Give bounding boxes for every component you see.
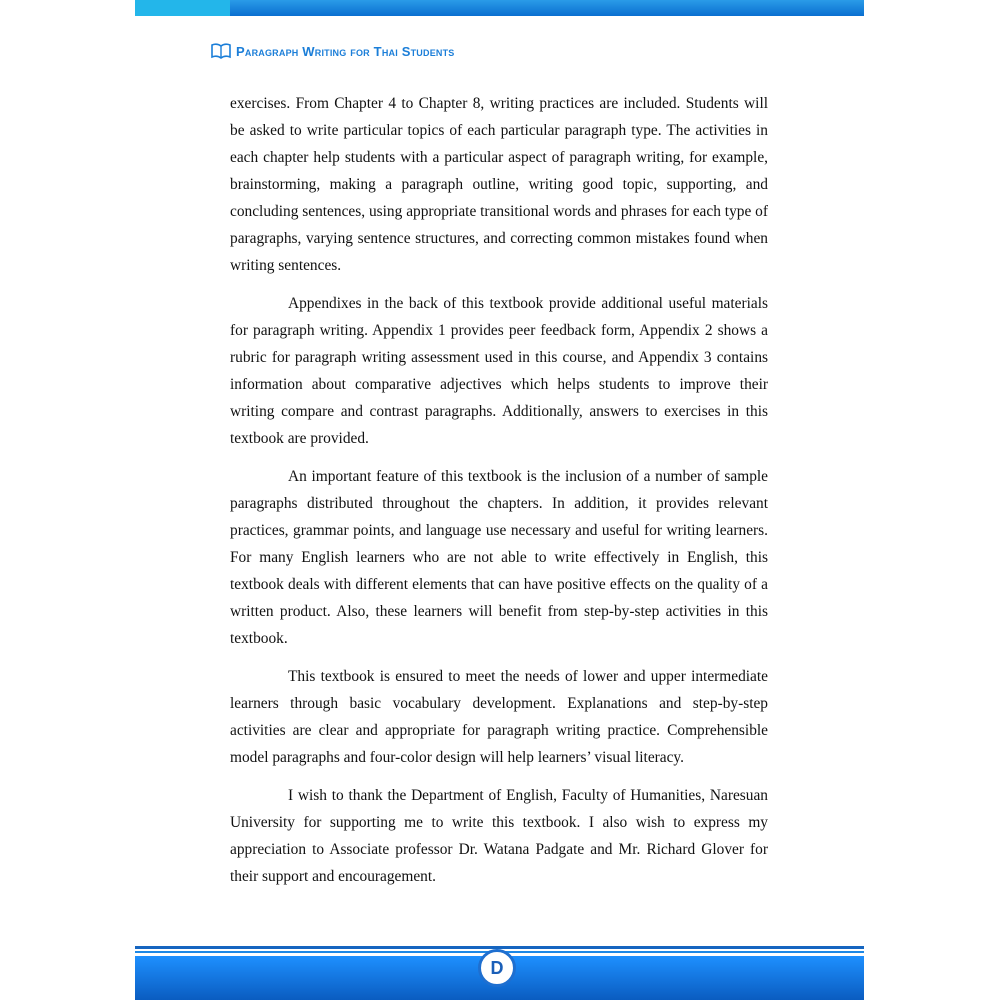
running-header-title: Paragraph Writing for Thai Students bbox=[236, 43, 455, 59]
top-color-bar bbox=[135, 0, 864, 16]
top-color-bar-accent bbox=[135, 0, 230, 16]
textbook-page bbox=[135, 0, 864, 1000]
page-number-badge: D bbox=[478, 949, 516, 987]
running-header bbox=[210, 36, 455, 66]
paragraph: An important feature of this textbook is the inclusion of a number of sample paragraphs distributed throughout the chapters. In addition, it provides relevant practices, grammar points, and language use necessary and useful for writing learners. For many English learners who are not able to write effectively in English, this textbook deals with different elements that can have positive effects on the quality of a written product. Also, these learners will benefit from step-by-step activities in this textbook. bbox=[230, 468, 768, 647]
paragraph: I wish to thank the Department of English, Faculty of Humanities, Naresuan University for supporting me to write this textbook. I also wish to express my appreciation to Associate professor Dr. Watana Padgate and Mr. Richard Glover for their support and encouragement. bbox=[230, 787, 768, 885]
body-text bbox=[230, 90, 768, 901]
paragraph: Appendixes in the back of this textbook provide additional useful materials for paragraph writing. Appendix 1 provides peer feedback form, Appendix 2 shows a rubric for paragraph writing assessment used in this course, and Appendix 3 contains information about comparative adjectives which helps students to improve their writing compare and contrast paragraphs. Additionally, answers to exercises in this textbook are provided. bbox=[230, 295, 768, 447]
open-book-icon bbox=[210, 40, 232, 62]
paragraph: This textbook is ensured to meet the needs of lower and upper intermediate learners through basic vocabulary development. Explanations and step-by-step activities are clear and appropriate for paragraph writing practice. Comprehensible model paragraphs and four-color design will help learners’ visual literacy. bbox=[230, 668, 768, 766]
paragraph: exercises. From Chapter 4 to Chapter 8, writing practices are included. Students will be asked to write particular topics of each particular paragraph type. The activities in each chapter help students with a particular aspect of paragraph writing, for example, brainstorming, making a paragraph outline, writing good topic, supporting, and concluding sentences, using appropriate transitional words and phrases for each type of paragraphs, varying sentence structures, and correcting common mistakes found when writing sentences. bbox=[230, 95, 768, 274]
